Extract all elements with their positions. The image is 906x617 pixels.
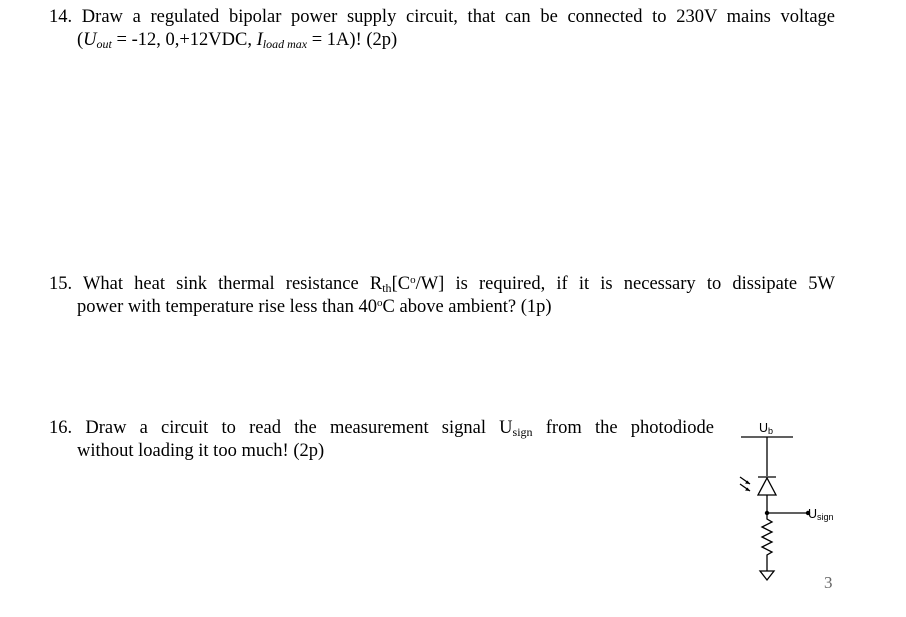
- question-14-line-1: 14. Draw a regulated bipolar power supply circuit, that can be connected to 230V mains voltage: [49, 7, 835, 27]
- q15-line-2-part-2: C above ambient? (1p): [382, 297, 552, 317]
- q15-rth-subscript: th: [382, 281, 392, 295]
- question-14-line-2: [77, 29, 397, 56]
- question-16-line-2: without loading it too much! (2p): [77, 441, 325, 461]
- q15-degree-1: o: [410, 274, 416, 286]
- q15-degree-2: o: [377, 297, 383, 309]
- q14-i-symbol: I: [256, 30, 263, 50]
- q15-line-2-part-1: power with temperature rise less than 40: [77, 297, 378, 317]
- q16-sign-subscript: sign: [512, 425, 533, 439]
- question-15-line-2: [77, 292, 552, 319]
- photodiode-symbol: [758, 477, 776, 495]
- output-signal-label: Usign: [808, 507, 834, 522]
- junction-node: [765, 511, 769, 515]
- q15-text-part-2: [C: [391, 274, 411, 294]
- q15-text-part-1: 15. What heat sink thermal resistance R: [49, 274, 383, 294]
- q14-i-subscript: load max: [262, 37, 308, 51]
- q14-voltage-values: = -12, 0,+12VDC,: [111, 30, 257, 50]
- q14-u-symbol: U: [83, 30, 97, 50]
- light-arrows-icon: [740, 477, 750, 491]
- q14-open-paren: (: [77, 30, 84, 50]
- ground-symbol: [760, 571, 774, 580]
- supply-voltage-label: Ub: [759, 421, 774, 436]
- q14-current-value: = 1A)! (2p): [307, 30, 398, 50]
- photodiode-circuit-diagram: [728, 414, 858, 589]
- q14-u-subscript: out: [96, 37, 112, 51]
- page-number: 3: [824, 573, 833, 592]
- q16-text-part-2: from the photodiode: [532, 418, 714, 438]
- resistor-symbol: [762, 513, 772, 560]
- q15-text-part-3: /W] is required, if it is necessary to dissipate 5W: [415, 274, 835, 294]
- q16-text-part-1: 16. Draw a circuit to read the measurement signal U: [49, 418, 513, 438]
